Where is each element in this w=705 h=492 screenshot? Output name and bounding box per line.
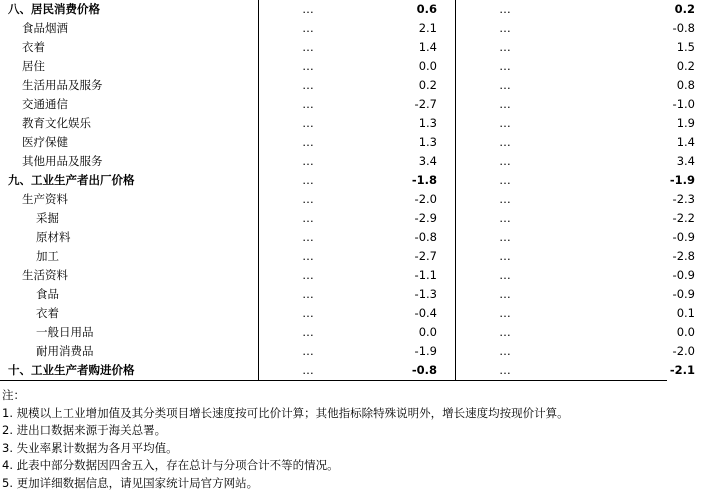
row-dots-leader: … bbox=[259, 114, 360, 133]
row-label: 其他用品及服务 bbox=[0, 152, 259, 171]
row-value-col2: -2.2 bbox=[556, 209, 705, 228]
row-value-col1: 1.3 bbox=[359, 114, 456, 133]
row-label: 衣着 bbox=[0, 304, 259, 323]
table-row bbox=[0, 323, 705, 342]
row-value-col2: 1.4 bbox=[556, 133, 705, 152]
table-row bbox=[0, 95, 705, 114]
row-dots-leader: … bbox=[259, 247, 360, 266]
row-value-col1: -0.4 bbox=[359, 304, 456, 323]
row-dots-leader: … bbox=[456, 361, 557, 380]
note-item: 3. 失业率累计数据为各月平均值。 bbox=[2, 440, 667, 458]
row-dots-leader: … bbox=[259, 76, 360, 95]
row-dots-leader: … bbox=[456, 133, 557, 152]
row-value-col2: 0.8 bbox=[556, 76, 705, 95]
row-dots-leader: … bbox=[456, 152, 557, 171]
row-dots-leader: … bbox=[259, 228, 360, 247]
table-row bbox=[0, 342, 705, 361]
row-value-col2: -2.1 bbox=[556, 361, 705, 380]
row-dots-leader: … bbox=[259, 361, 360, 380]
row-dots-leader: … bbox=[259, 209, 360, 228]
row-value-col1: 0.0 bbox=[359, 57, 456, 76]
row-dots-leader: … bbox=[259, 152, 360, 171]
table-row bbox=[0, 285, 705, 304]
row-value-col1: -2.7 bbox=[359, 95, 456, 114]
row-label: 医疗保健 bbox=[0, 133, 259, 152]
row-label: 交通通信 bbox=[0, 95, 259, 114]
row-value-col2: -2.3 bbox=[556, 190, 705, 209]
table-row bbox=[0, 266, 705, 285]
table-row bbox=[0, 190, 705, 209]
row-dots-leader: … bbox=[259, 342, 360, 361]
row-value-col1: 3.4 bbox=[359, 152, 456, 171]
table-row bbox=[0, 171, 705, 190]
row-dots-leader: … bbox=[259, 57, 360, 76]
note-item: 5. 更加详细数据信息，请见国家统计局官方网站。 bbox=[2, 475, 667, 492]
note-item: 1. 规模以上工业增加值及其分类项目增长速度按可比价计算；其他指标除特殊说明外，增长速度均按现价计算。 bbox=[2, 405, 667, 423]
row-label: 食品 bbox=[0, 285, 259, 304]
row-value-col2: -2.8 bbox=[556, 247, 705, 266]
row-dots-leader: … bbox=[456, 38, 557, 57]
row-dots-leader: … bbox=[456, 19, 557, 38]
row-value-col1: -0.8 bbox=[359, 228, 456, 247]
row-dots-leader: … bbox=[259, 95, 360, 114]
row-label: 八、居民消费价格 bbox=[0, 0, 259, 19]
row-value-col1: -2.7 bbox=[359, 247, 456, 266]
row-dots-leader: … bbox=[259, 285, 360, 304]
row-dots-leader: … bbox=[456, 57, 557, 76]
row-value-col1: -0.8 bbox=[359, 361, 456, 380]
row-value-col1: -2.9 bbox=[359, 209, 456, 228]
row-dots-leader: … bbox=[456, 76, 557, 95]
row-value-col2: 0.2 bbox=[556, 0, 705, 19]
row-label: 九、工业生产者出厂价格 bbox=[0, 171, 259, 190]
table-row bbox=[0, 57, 705, 76]
row-value-col1: -1.1 bbox=[359, 266, 456, 285]
row-value-col1: -1.3 bbox=[359, 285, 456, 304]
table-row bbox=[0, 152, 705, 171]
table-row bbox=[0, 133, 705, 152]
row-dots-leader: … bbox=[456, 95, 557, 114]
row-dots-leader: … bbox=[259, 190, 360, 209]
row-value-col2: 1.5 bbox=[556, 38, 705, 57]
row-value-col2: -0.9 bbox=[556, 228, 705, 247]
row-label: 生活用品及服务 bbox=[0, 76, 259, 95]
row-dots-leader: … bbox=[456, 266, 557, 285]
row-label: 居住 bbox=[0, 57, 259, 76]
row-label: 十、工业生产者购进价格 bbox=[0, 361, 259, 380]
table-row bbox=[0, 19, 705, 38]
note-item: 2. 进出口数据来源于海关总署。 bbox=[2, 422, 667, 440]
row-dots-leader: … bbox=[456, 304, 557, 323]
table-row bbox=[0, 228, 705, 247]
row-value-col2: 0.1 bbox=[556, 304, 705, 323]
row-dots-leader: … bbox=[456, 0, 557, 19]
row-label: 生产资料 bbox=[0, 190, 259, 209]
row-label: 一般日用品 bbox=[0, 323, 259, 342]
notes-title: 注： bbox=[2, 387, 667, 405]
row-label: 教育文化娱乐 bbox=[0, 114, 259, 133]
row-dots-leader: … bbox=[259, 171, 360, 190]
row-label: 加工 bbox=[0, 247, 259, 266]
row-dots-leader: … bbox=[259, 304, 360, 323]
row-dots-leader: … bbox=[259, 266, 360, 285]
row-dots-leader: … bbox=[456, 342, 557, 361]
row-value-col2: -2.0 bbox=[556, 342, 705, 361]
row-dots-leader: … bbox=[259, 19, 360, 38]
row-value-col2: 1.9 bbox=[556, 114, 705, 133]
row-value-col1: 1.4 bbox=[359, 38, 456, 57]
row-value-col1: -2.0 bbox=[359, 190, 456, 209]
row-label: 衣着 bbox=[0, 38, 259, 57]
notes-section bbox=[0, 381, 667, 492]
row-label: 食品烟酒 bbox=[0, 19, 259, 38]
row-value-col2: -0.9 bbox=[556, 285, 705, 304]
row-dots-leader: … bbox=[456, 285, 557, 304]
row-value-col2: 0.2 bbox=[556, 57, 705, 76]
row-label: 原材料 bbox=[0, 228, 259, 247]
row-value-col1: 1.3 bbox=[359, 133, 456, 152]
row-dots-leader: … bbox=[259, 38, 360, 57]
table-row bbox=[0, 247, 705, 266]
row-value-col2: 3.4 bbox=[556, 152, 705, 171]
row-dots-leader: … bbox=[456, 247, 557, 266]
row-value-col1: 0.6 bbox=[359, 0, 456, 19]
row-dots-leader: … bbox=[259, 0, 360, 19]
row-dots-leader: … bbox=[456, 190, 557, 209]
row-value-col1: 2.1 bbox=[359, 19, 456, 38]
row-dots-leader: … bbox=[456, 209, 557, 228]
table-row bbox=[0, 361, 705, 380]
table-row bbox=[0, 114, 705, 133]
table-row bbox=[0, 304, 705, 323]
row-dots-leader: … bbox=[456, 228, 557, 247]
row-label: 采掘 bbox=[0, 209, 259, 228]
row-value-col1: 0.2 bbox=[359, 76, 456, 95]
row-value-col2: -1.0 bbox=[556, 95, 705, 114]
row-label: 生活资料 bbox=[0, 266, 259, 285]
table-row bbox=[0, 0, 705, 19]
row-value-col2: -0.9 bbox=[556, 266, 705, 285]
table-row bbox=[0, 38, 705, 57]
row-dots-leader: … bbox=[259, 323, 360, 342]
table-row bbox=[0, 76, 705, 95]
row-value-col2: -1.9 bbox=[556, 171, 705, 190]
row-value-col2: -0.8 bbox=[556, 19, 705, 38]
row-label: 耐用消费品 bbox=[0, 342, 259, 361]
row-value-col1: -1.8 bbox=[359, 171, 456, 190]
row-value-col1: 0.0 bbox=[359, 323, 456, 342]
row-dots-leader: … bbox=[259, 133, 360, 152]
row-value-col2: 0.0 bbox=[556, 323, 705, 342]
row-dots-leader: … bbox=[456, 323, 557, 342]
note-item: 4. 此表中部分数据因四舍五入，存在总计与分项合计不等的情况。 bbox=[2, 457, 667, 475]
row-dots-leader: … bbox=[456, 114, 557, 133]
table-row bbox=[0, 209, 705, 228]
row-value-col1: -1.9 bbox=[359, 342, 456, 361]
row-dots-leader: … bbox=[456, 171, 557, 190]
